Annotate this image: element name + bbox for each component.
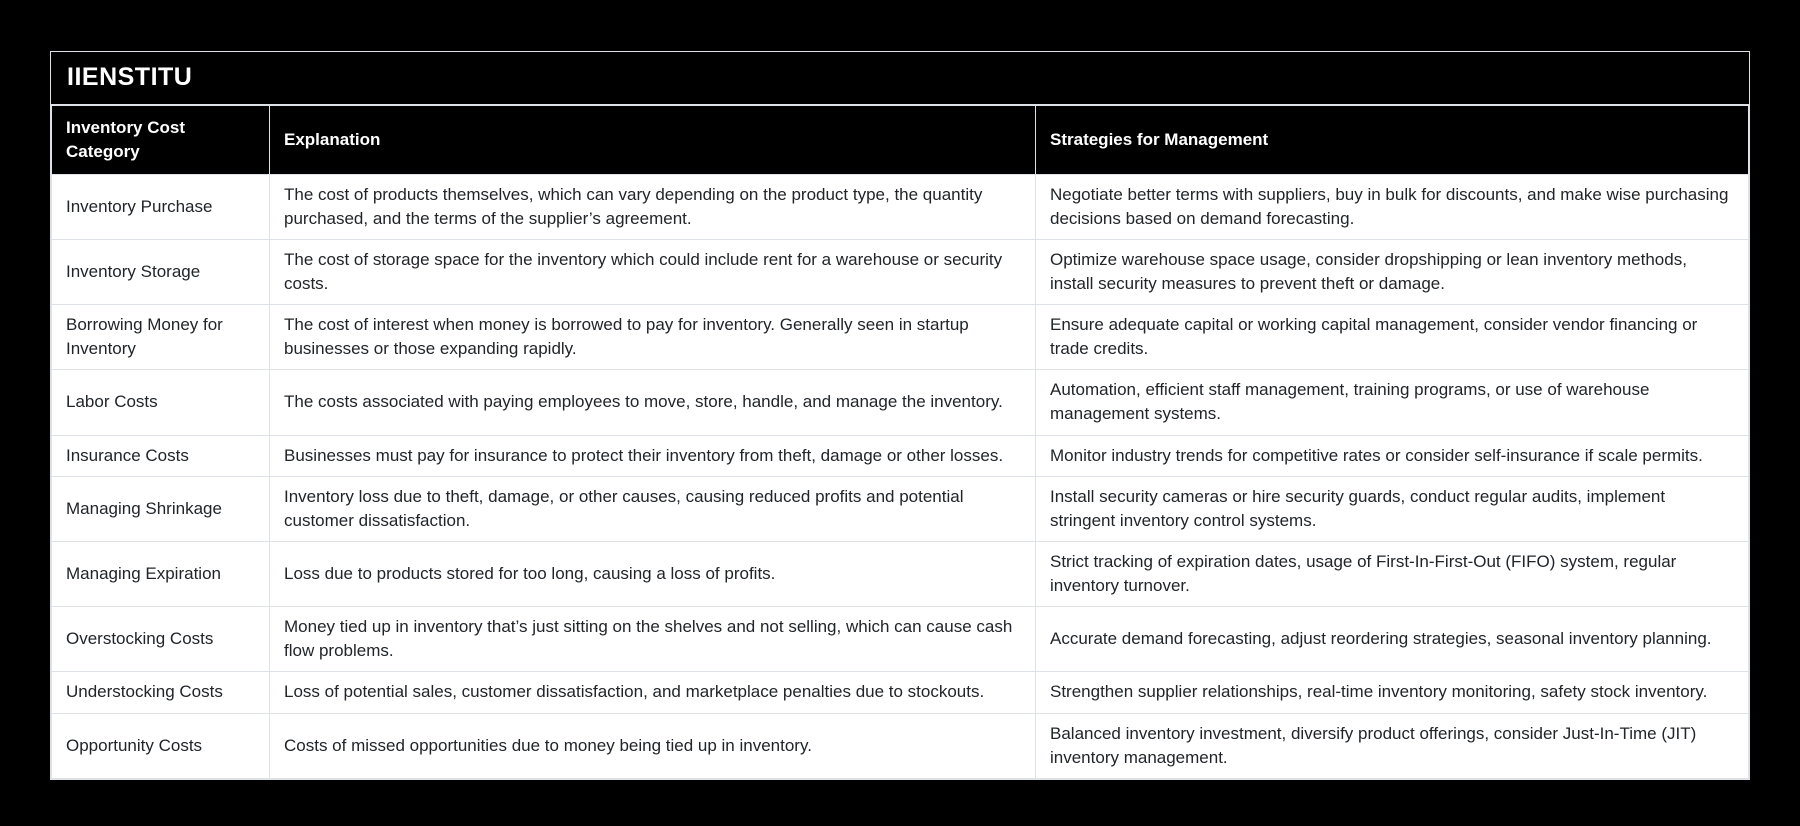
brand-bar: [51, 52, 1749, 105]
brand-title: IIENSTITU: [67, 63, 193, 91]
explanation-cell: Loss due to products stored for too long, causing a loss of profits.: [270, 541, 1036, 606]
category-cell: Managing Expiration: [52, 541, 270, 606]
table-row: [52, 239, 1749, 304]
category-cell: Labor Costs: [52, 370, 270, 435]
category-cell: Inventory Purchase: [52, 174, 270, 239]
strategy-cell: Balanced inventory investment, diversify product offerings, consider Just-In-Time (JIT) inventory management.: [1036, 713, 1749, 778]
explanation-cell: Loss of potential sales, customer dissatisfaction, and marketplace penalties due to stockouts.: [270, 672, 1036, 713]
category-cell: Borrowing Money for Inventory: [52, 305, 270, 370]
category-cell: Insurance Costs: [52, 435, 270, 476]
table-row: [52, 607, 1749, 672]
explanation-cell: The costs associated with paying employees to move, store, handle, and manage the inventory.: [270, 370, 1036, 435]
category-cell: Inventory Storage: [52, 239, 270, 304]
table-row: [52, 174, 1749, 239]
table-row: [52, 435, 1749, 476]
table-row: [52, 713, 1749, 778]
strategy-cell: Strict tracking of expiration dates, usage of First-In-First-Out (FIFO) system, regular inventory turnover.: [1036, 541, 1749, 606]
table-row: [52, 370, 1749, 435]
category-cell: Opportunity Costs: [52, 713, 270, 778]
explanation-cell: Money tied up in inventory that’s just sitting on the shelves and not selling, which can cause cash flow problems.: [270, 607, 1036, 672]
strategy-cell: Negotiate better terms with suppliers, buy in bulk for discounts, and make wise purchasing decisions based on demand forecasting.: [1036, 174, 1749, 239]
table-row: [52, 476, 1749, 541]
strategy-cell: Ensure adequate capital or working capital management, consider vendor financing or trade credits.: [1036, 305, 1749, 370]
column-header-category: Inventory Cost Category: [52, 106, 270, 175]
explanation-cell: The cost of interest when money is borrowed to pay for inventory. Generally seen in startup businesses or those expanding rapidly.: [270, 305, 1036, 370]
category-cell: Overstocking Costs: [52, 607, 270, 672]
column-header-strategies: Strategies for Management: [1036, 106, 1749, 175]
strategy-cell: Automation, efficient staff management, training programs, or use of warehouse management systems.: [1036, 370, 1749, 435]
category-cell: Managing Shrinkage: [52, 476, 270, 541]
table-header-row: [52, 106, 1749, 175]
table-row: [52, 541, 1749, 606]
explanation-cell: Inventory loss due to theft, damage, or other causes, causing reduced profits and potential customer dissatisfaction.: [270, 476, 1036, 541]
inventory-table-card: [50, 51, 1750, 780]
strategy-cell: Install security cameras or hire security guards, conduct regular audits, implement stringent inventory control systems.: [1036, 476, 1749, 541]
table-row: [52, 672, 1749, 713]
strategy-cell: Strengthen supplier relationships, real-time inventory monitoring, safety stock inventory.: [1036, 672, 1749, 713]
inventory-cost-table: [51, 105, 1749, 779]
column-header-explanation: Explanation: [270, 106, 1036, 175]
strategy-cell: Optimize warehouse space usage, consider dropshipping or lean inventory methods, install security measures to prevent theft or damage.: [1036, 239, 1749, 304]
strategy-cell: Accurate demand forecasting, adjust reordering strategies, seasonal inventory planning.: [1036, 607, 1749, 672]
explanation-cell: Businesses must pay for insurance to protect their inventory from theft, damage or other losses.: [270, 435, 1036, 476]
explanation-cell: The cost of storage space for the inventory which could include rent for a warehouse or security costs.: [270, 239, 1036, 304]
explanation-cell: The cost of products themselves, which can vary depending on the product type, the quantity purchased, and the terms of the supplier’s agreement.: [270, 174, 1036, 239]
table-row: [52, 305, 1749, 370]
category-cell: Understocking Costs: [52, 672, 270, 713]
strategy-cell: Monitor industry trends for competitive rates or consider self-insurance if scale permits.: [1036, 435, 1749, 476]
explanation-cell: Costs of missed opportunities due to money being tied up in inventory.: [270, 713, 1036, 778]
